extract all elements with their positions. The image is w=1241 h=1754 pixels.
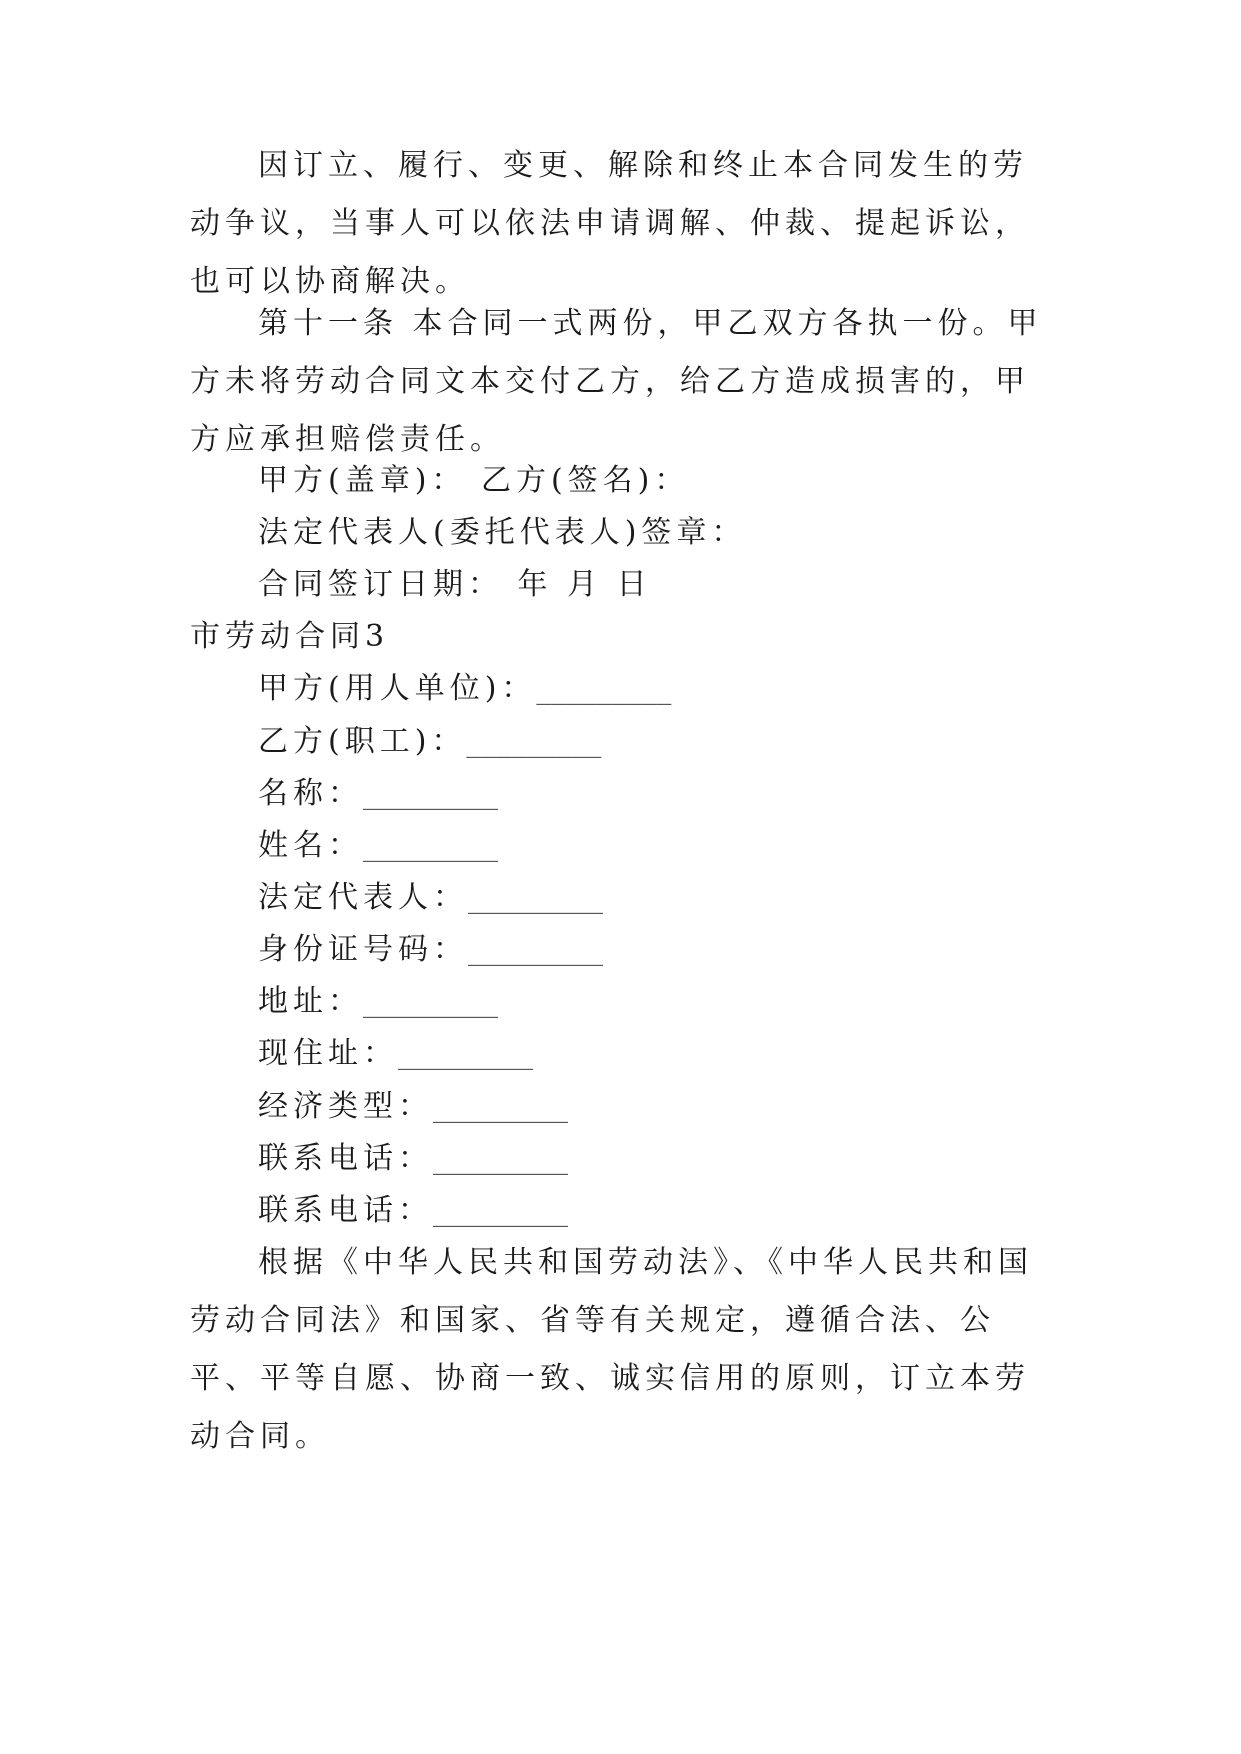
id-number-field <box>258 921 603 979</box>
id-number-field-label: 身份证号码： <box>258 932 468 967</box>
dispute-resolution-paragraph: 因订立、履行、变更、解除和终止本合同发生的劳动争议，当事人可以依法申请调解、仲裁、提起诉讼，也可以协商解决。 <box>190 148 1030 299</box>
id-number-field-blank: _________ <box>468 932 603 967</box>
phone-field-a <box>258 1130 568 1188</box>
signature-parties-line: 甲方(盖章)： 乙方(签名)： <box>258 463 690 498</box>
phone-field-b-label: 联系电话： <box>258 1193 433 1228</box>
address-field-blank: _________ <box>363 984 498 1019</box>
economic-type-field-label: 经济类型： <box>258 1089 433 1124</box>
employee-field-blank: _________ <box>466 724 602 759</box>
legal-representative-signature-line: 法定代表人(委托代表人)签章： <box>258 515 747 550</box>
legal-rep-field-label: 法定代表人： <box>258 880 468 915</box>
current-address-field <box>258 1025 533 1083</box>
legal-rep-field <box>258 869 603 927</box>
person-name-field-blank: _________ <box>363 828 498 863</box>
employer-field-label: 甲方(用人单位)： <box>258 671 537 706</box>
contract-basis-paragraph: 根据《中华人民共和国劳动法》、《中华人民共和国劳动合同法》和国家、省等有关规定，遵循合法、公平、平等自愿、协商一致、诚实信用的原则，订立本劳动合同。 <box>190 1245 1033 1454</box>
address-field <box>258 973 498 1031</box>
legal-rep-field-blank: _________ <box>468 880 603 915</box>
name-field-label: 名称： <box>258 776 363 811</box>
person-name-field-label: 姓名： <box>258 828 363 863</box>
article-eleven-paragraph: 第十一条 本合同一式两份，甲乙双方各执一份。甲方未将劳动合同文本交付乙方，给乙方造成损害的，甲方应承担赔偿责任。 <box>190 306 1043 457</box>
person-name-field <box>258 817 498 875</box>
contract-sign-date-line: 合同签订日期： 年 月 日 <box>258 567 652 602</box>
address-field-label: 地址： <box>258 984 363 1019</box>
name-field-blank: _________ <box>363 776 498 811</box>
current-address-field-label: 现住址： <box>258 1036 398 1071</box>
phone-field-b-blank: _________ <box>433 1193 568 1228</box>
phone-field-b <box>258 1182 568 1240</box>
current-address-field-blank: _________ <box>398 1036 533 1071</box>
phone-field-a-blank: _________ <box>433 1141 568 1176</box>
employer-field <box>258 660 671 718</box>
employee-field-label: 乙方(职工)： <box>258 724 467 759</box>
phone-field-a-label: 联系电话： <box>258 1141 433 1176</box>
economic-type-field <box>258 1078 568 1136</box>
economic-type-field-blank: _________ <box>433 1089 568 1124</box>
employer-field-blank: _________ <box>536 671 672 706</box>
name-field <box>258 765 498 823</box>
section-title: 市劳动合同3 <box>190 619 390 654</box>
employee-field <box>258 713 601 771</box>
